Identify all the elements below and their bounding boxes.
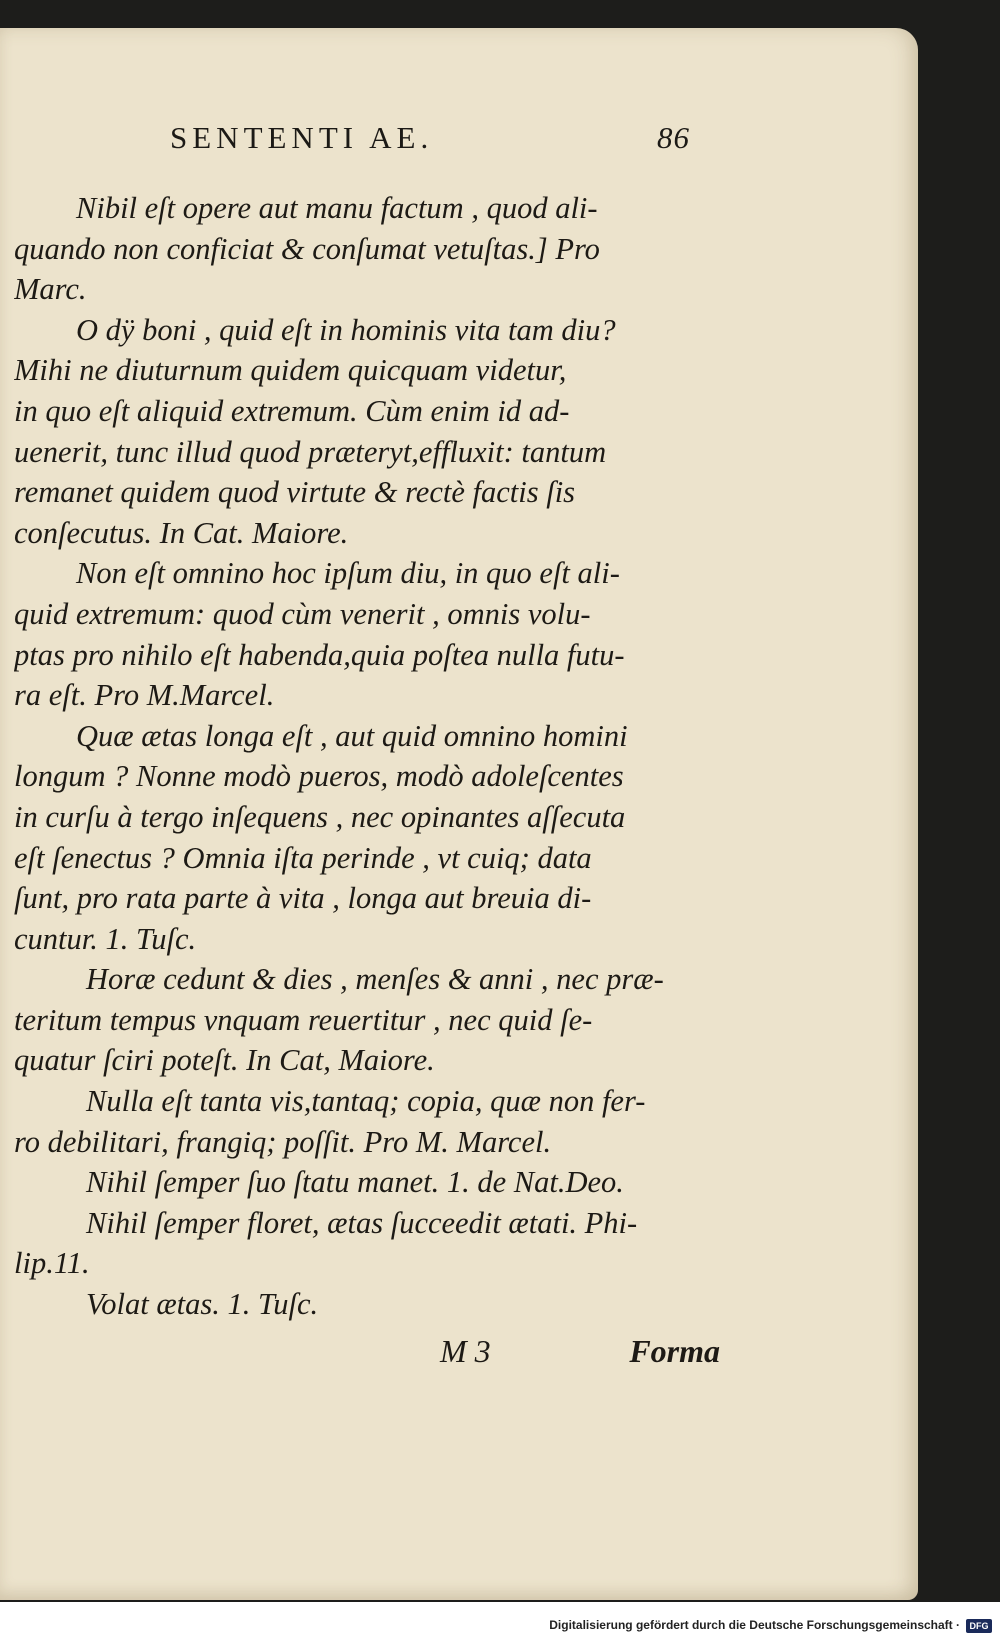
text-line: in curſu à tergo inſequens , nec opinantes aſſecuta bbox=[14, 799, 626, 834]
text-line: O dÿ boni , quid eſt in hominis vita tam diu? bbox=[76, 312, 616, 347]
page-footer bbox=[440, 1333, 720, 1370]
text-line: Nihil ſemper ſuo ſtatu manet. 1. de Nat.Deo. bbox=[86, 1165, 624, 1200]
book-page bbox=[0, 28, 918, 1600]
catchword: Forma bbox=[629, 1333, 720, 1369]
text-line: remanet quidem quod virtute & rectè factis ſis bbox=[14, 475, 576, 510]
text-line: Horæ cedunt & dies , menſes & anni , nec præ- bbox=[86, 962, 664, 997]
funding-credit: Digitalisierung gefördert durch die Deutsche Forschungsgemeinschaft · bbox=[549, 1618, 960, 1632]
text-line: Nihil ſemper floret, ætas ſucceedit ætati. Phi- bbox=[86, 1205, 638, 1240]
text-line: ra eſt. Pro M.Marcel. bbox=[14, 678, 275, 713]
text-line: conſecutus. In Cat. Maiore. bbox=[14, 515, 349, 550]
text-line: quatur ſciri poteſt. In Cat, Maiore. bbox=[14, 1043, 435, 1078]
text-line: in quo eſt aliquid extremum. Cùm enim id ad- bbox=[14, 393, 570, 428]
text-line: longum ? Nonne modò pueros, modò adoleſcentes bbox=[14, 759, 624, 794]
text-line: Non eſt omnino hoc ipſum diu, in quo eſt ali- bbox=[76, 556, 620, 591]
text-line: ſunt, pro rata parte à vita , longa aut breuia di- bbox=[14, 881, 592, 916]
running-header bbox=[170, 120, 690, 156]
running-title: SENTENTI AE. bbox=[170, 120, 434, 155]
text-line: quando non conficiat & conſumat vetuſtas.] Pro bbox=[14, 231, 600, 266]
text-line: Nulla eſt tanta vis,tantaq; copia, quæ non fer- bbox=[86, 1084, 646, 1119]
dfg-logo-icon: DFG bbox=[966, 1619, 992, 1633]
text-line: lip.11. bbox=[14, 1246, 90, 1281]
text-line: Marc. bbox=[14, 272, 87, 307]
text-line: Quæ ætas longa eſt , aut quid omnino homini bbox=[76, 718, 628, 753]
text-line: Nibil eſt opere aut manu factum , quod ali- bbox=[76, 191, 598, 225]
credit-strip bbox=[0, 1602, 1000, 1642]
text-line: uenerit, tunc illud quod præteryt,effluxit: tantum bbox=[14, 434, 607, 469]
text-line: Mihi ne diuturnum quidem quicquam videtur, bbox=[14, 353, 567, 388]
text-line: eſt ſenectus ? Omnia iſta perinde , vt cuiq; data bbox=[14, 840, 592, 875]
text-line: quid extremum: quod cùm venerit , omnis volu- bbox=[14, 596, 591, 631]
text-line: Volat ætas. 1. Tuſc. bbox=[86, 1287, 319, 1322]
text-line: cuntur. 1. Tuſc. bbox=[14, 921, 197, 956]
text-line: ptas pro nihilo eſt habenda,quia poſtea nulla futu- bbox=[14, 637, 625, 672]
signature-mark: M 3 bbox=[440, 1333, 491, 1369]
text-line: teritum tempus vnquam reuertitur , nec quid ſe- bbox=[14, 1002, 593, 1037]
body-text bbox=[14, 188, 720, 1325]
page-number: 86 bbox=[657, 120, 690, 155]
text-line: ro debilitari, frangiq; poſſit. Pro M. Marcel. bbox=[14, 1124, 552, 1159]
